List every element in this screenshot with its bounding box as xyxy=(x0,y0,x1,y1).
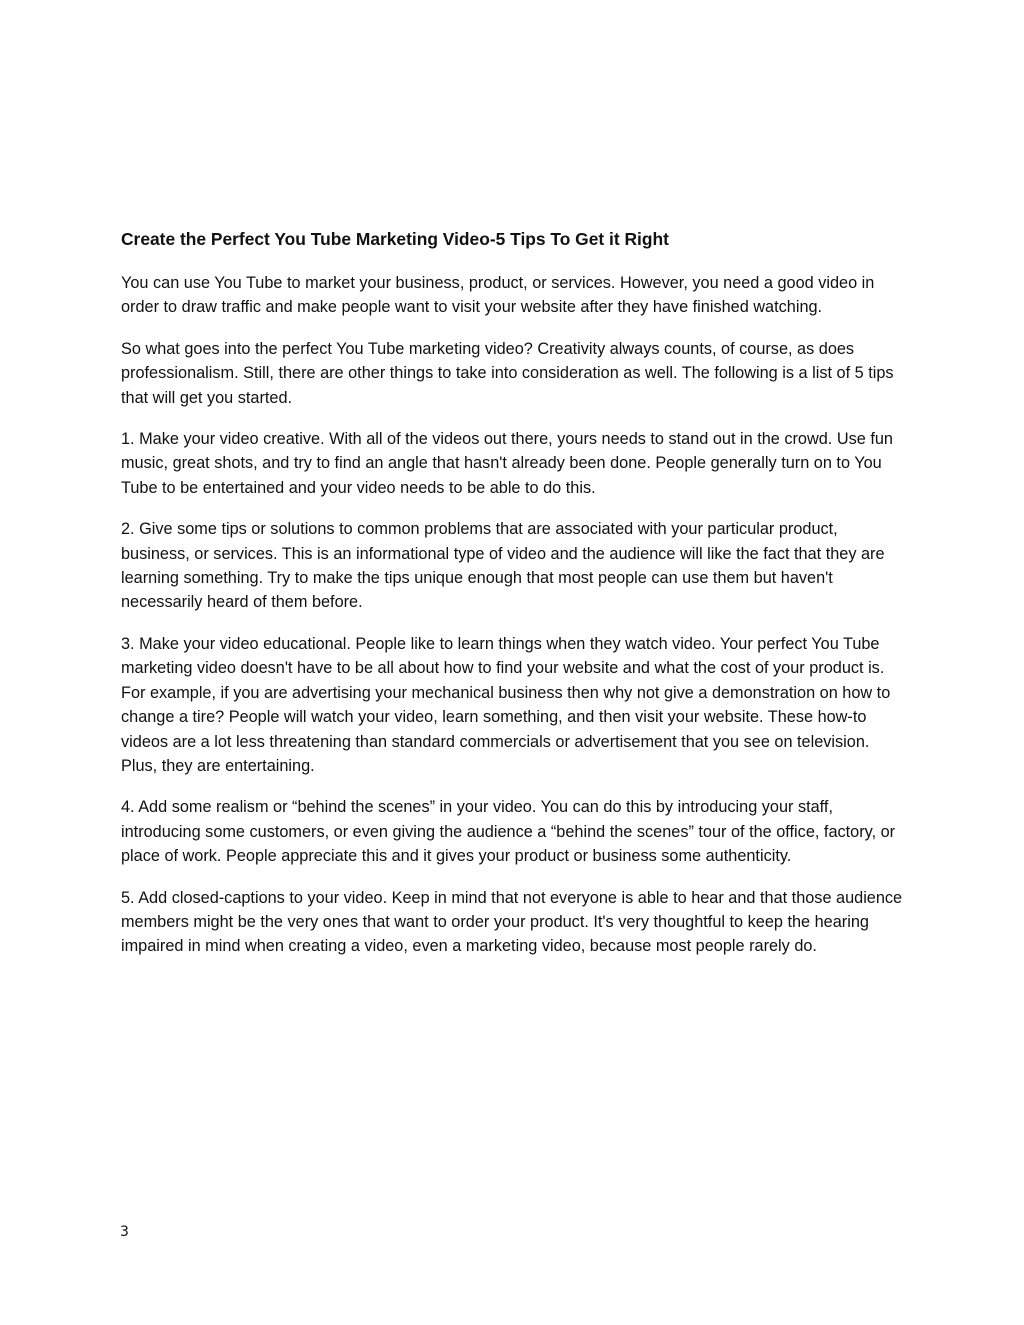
tip-2-paragraph: 2. Give some tips or solutions to common problems that are associated with your particular product, business, or services. This is an informational type of video and the audience will like the fact that they are learning something. Try to make the tips unique enough that most people can use them but haven't necessarily heard of them before. xyxy=(121,520,885,612)
page-number: 3 xyxy=(120,1224,129,1240)
document-title: Create the Perfect You Tube Marketing Video-5 Tips To Get it Right xyxy=(121,229,669,249)
question-paragraph: So what goes into the perfect You Tube marketing video? Creativity always counts, of course, as does professionalism. Still, there are other things to take into consideration as well. The following is a list of 5 tips that will get you started. xyxy=(121,339,894,407)
intro-paragraph: You can use You Tube to market your business, product, or services. However, you need a good video in order to draw traffic and make people want to visit your website after they have finished watching. xyxy=(121,274,875,317)
tip-1-paragraph: 1. Make your video creative. With all of the videos out there, yours needs to stand out in the crowd. Use fun music, great shots, and try to find an angle that hasn't already been done. People generally turn on to You Tube to be entertained and your video needs to be able to do this. xyxy=(121,430,893,497)
tip-5-paragraph: 5. Add closed-captions to your video. Keep in mind that not everyone is able to hear and that those audience members might be the very ones that want to order your product. It's very thoughtful to keep the hearing impaired in mind when creating a video, even a marketing video, because most people rarely do. xyxy=(121,888,903,956)
tip-4-paragraph: 4. Add some realism or “behind the scenes” in your video. You can do this by introducing your staff, introducing some customers, or even giving the audience a “behind the scenes” tour of the office, factory, or place of work. People appreciate this and it gives your product or business some authenticity. xyxy=(121,798,896,866)
document-body xyxy=(121,227,905,976)
tip-3-paragraph: 3. Make your video educational. People like to learn things when they watch video. Your perfect You Tube marketing video doesn't have to be all about how to find your website and what the cost of your product is. For example, if you are advertising your mechanical business then why not give a demonstration on how to change a tire? People will watch your video, learn something, and then visit your website. These how-to videos are a lot less threatening than standard commercials or advertisement that you see on television. Plus, they are entertaining. xyxy=(121,634,891,775)
